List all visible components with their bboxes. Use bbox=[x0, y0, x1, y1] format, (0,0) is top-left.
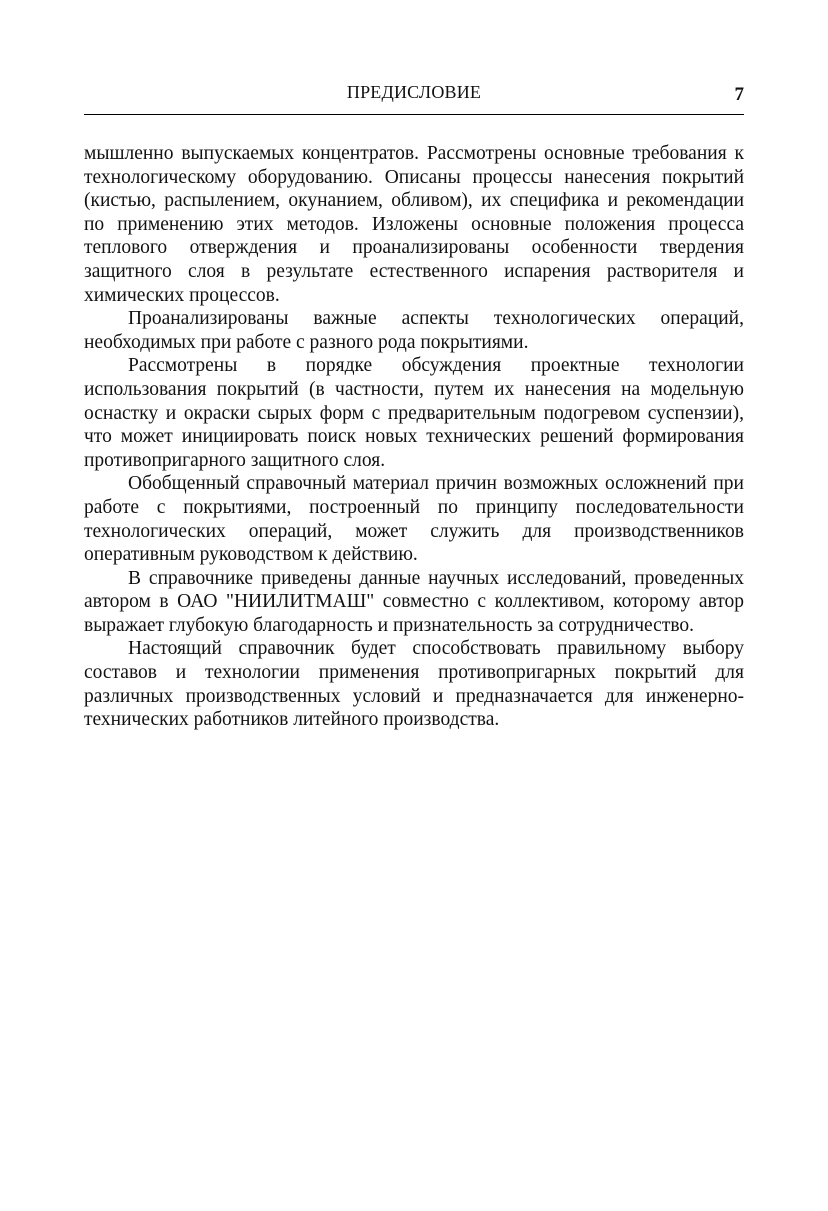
running-header bbox=[84, 80, 744, 115]
body-text bbox=[84, 142, 744, 732]
paragraph-continuation: мышленно выпускаемых концентратов. Рассмотрены основные требования к технологическому оборудованию. Описаны процессы нанесения покрытий (кистью, распылением, окунанием, обливом), их специфика и рекомендации по применению этих методов. Изложены основные положения процесса теплового отверждения и проанализированы особенности твердения защитного слоя в результате естественного испарения растворителя и химических процессов. bbox=[84, 143, 744, 306]
paragraph: Проанализированы важные аспекты технологических операций, необходимых при работе с разного рода покрытиями. bbox=[84, 308, 744, 353]
paragraph: Рассмотрены в порядке обсуждения проектные технологии использования покрытий (в частности, путем их нанесения на модельную оснастку и окраски сырых форм с предварительным подогревом суспензии), что может инициировать поиск новых технических решений формирования противопригарного защитного слоя. bbox=[84, 355, 744, 471]
paragraph: Обобщенный справочный материал причин возможных осложнений при работе с покрытиями, построенный по принципу последовательности технологических операций, может служить для производственников оперативным руководством к действию. bbox=[84, 473, 744, 566]
paragraph: В справочнике приведены данные научных исследований, проведенных автором в ОАО "НИИЛИТМАШ" совместно с коллективом, которому автор выражает глубокую благодарность и признательность за сотрудничество. bbox=[84, 567, 744, 636]
paragraph: Настоящий справочник будет способствовать правильному выбору составов и технологии применения противопригарных покрытий для различных производственных условий и предназначается для инженерно-технических работников литейного производства. bbox=[84, 638, 744, 731]
page-number: 7 bbox=[734, 84, 744, 105]
section-title: ПРЕДИСЛОВИЕ bbox=[346, 82, 482, 102]
